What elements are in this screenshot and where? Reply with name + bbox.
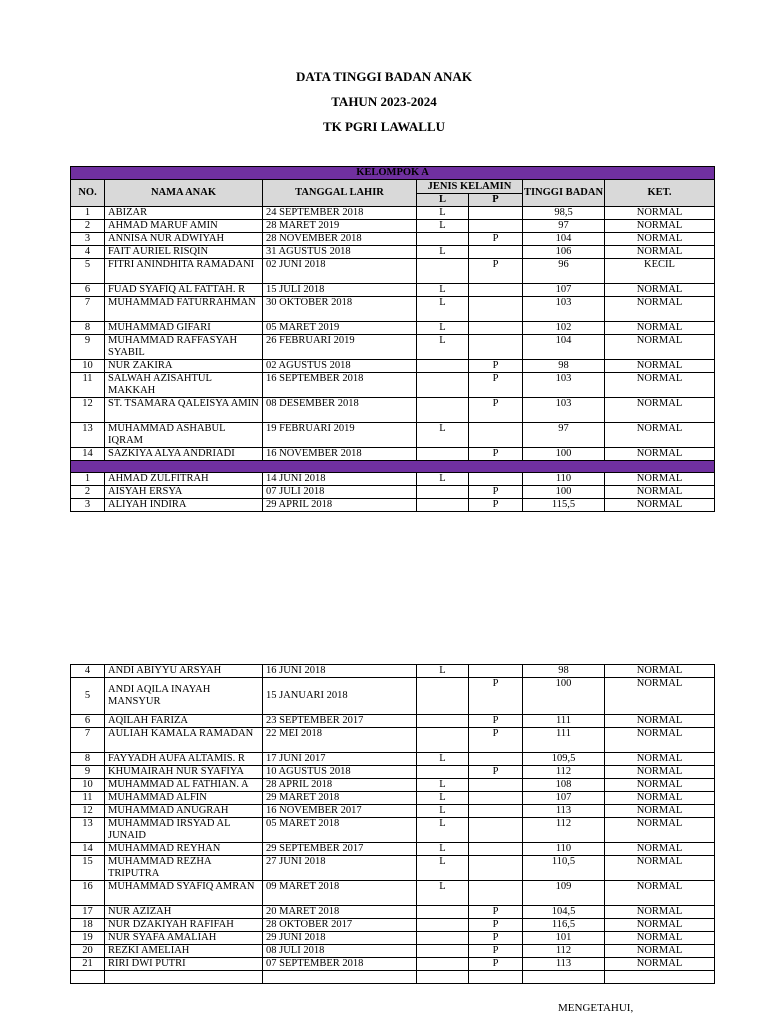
row-nama: MUHAMMAD ASHABUL IQRAM xyxy=(105,423,263,448)
table-row xyxy=(71,805,715,818)
row-p xyxy=(469,423,523,448)
row-p xyxy=(469,805,523,818)
table-row xyxy=(71,259,715,284)
table-row xyxy=(71,881,715,906)
row-ket: NORMAL xyxy=(605,448,715,461)
table-row xyxy=(71,335,715,360)
row-tanggal-lahir: 16 SEPTEMBER 2018 xyxy=(263,373,417,398)
row-ket: NORMAL xyxy=(605,398,715,423)
header-l: L xyxy=(417,194,469,207)
row-no: 15 xyxy=(71,856,105,881)
row-tinggi: 112 xyxy=(523,818,605,843)
row-ket: NORMAL xyxy=(605,473,715,486)
row-p xyxy=(469,284,523,297)
header-nama: NAMA ANAK xyxy=(105,180,263,207)
header-tanggal: TANGGAL LAHIR xyxy=(263,180,417,207)
row-tinggi: 104 xyxy=(523,233,605,246)
row-p xyxy=(469,322,523,335)
row-l xyxy=(417,486,469,499)
row-ket: NORMAL xyxy=(605,919,715,932)
row-no: 21 xyxy=(71,958,105,971)
row-no: 11 xyxy=(71,792,105,805)
table-row xyxy=(71,919,715,932)
row-tanggal-lahir: 28 MARET 2019 xyxy=(263,220,417,233)
row-ket: NORMAL xyxy=(605,665,715,678)
row-l xyxy=(417,233,469,246)
row-tinggi: 113 xyxy=(523,805,605,818)
row-p xyxy=(469,753,523,766)
row-tanggal-lahir: 29 APRIL 2018 xyxy=(263,499,417,512)
row-l: L xyxy=(417,881,469,906)
row-tinggi: 115,5 xyxy=(523,499,605,512)
row-tinggi: 107 xyxy=(523,284,605,297)
row-ket: NORMAL xyxy=(605,499,715,512)
row-tinggi: 108 xyxy=(523,779,605,792)
table-row xyxy=(71,856,715,881)
row-p: P xyxy=(469,486,523,499)
row-tanggal-lahir: 16 NOVEMBER 2018 xyxy=(263,448,417,461)
row-no: 20 xyxy=(71,945,105,958)
row-tinggi: 111 xyxy=(523,728,605,753)
row-nama: ANDI ABIYYU ARSYAH xyxy=(105,665,263,678)
table-row xyxy=(71,906,715,919)
row-no: 7 xyxy=(71,297,105,322)
row-tanggal-lahir: 16 NOVEMBER 2017 xyxy=(263,805,417,818)
row-ket: NORMAL xyxy=(605,246,715,259)
row-tinggi: 106 xyxy=(523,246,605,259)
row-nama: ANDI AQILA INAYAH MANSYUR xyxy=(105,678,263,715)
row-tinggi: 110,5 xyxy=(523,856,605,881)
row-tinggi: 103 xyxy=(523,373,605,398)
row-tanggal-lahir: 26 FEBRUARI 2019 xyxy=(263,335,417,360)
row-nama: ALIYAH INDIRA xyxy=(105,499,263,512)
row-l xyxy=(417,373,469,398)
table-row xyxy=(71,297,715,322)
row-tinggi: 110 xyxy=(523,473,605,486)
row-ket: NORMAL xyxy=(605,297,715,322)
table-row xyxy=(71,945,715,958)
row-l: L xyxy=(417,473,469,486)
row-tanggal-lahir: 28 NOVEMBER 2018 xyxy=(263,233,417,246)
row-ket: NORMAL xyxy=(605,715,715,728)
row-l xyxy=(417,945,469,958)
row-l: L xyxy=(417,792,469,805)
row-l xyxy=(417,906,469,919)
height-table-part-1 xyxy=(70,166,715,512)
header-tinggi: TINGGI BADAN xyxy=(523,180,605,207)
empty-row xyxy=(71,971,715,984)
row-p xyxy=(469,207,523,220)
row-tinggi: 104,5 xyxy=(523,906,605,919)
row-tanggal-lahir: 29 JUNI 2018 xyxy=(263,932,417,945)
row-l xyxy=(417,932,469,945)
row-l xyxy=(417,766,469,779)
row-nama: FUAD SYAFIQ AL FATTAH. R xyxy=(105,284,263,297)
group-b-band xyxy=(71,461,715,473)
row-no: 18 xyxy=(71,919,105,932)
row-nama: SAZKIYA ALYA ANDRIADI xyxy=(105,448,263,461)
row-ket: NORMAL xyxy=(605,818,715,843)
row-tinggi: 109 xyxy=(523,881,605,906)
row-tanggal-lahir: 19 FEBRUARI 2019 xyxy=(263,423,417,448)
row-nama: MUHAMMAD ANUGRAH xyxy=(105,805,263,818)
row-p xyxy=(469,843,523,856)
row-tanggal-lahir: 31 AGUSTUS 2018 xyxy=(263,246,417,259)
row-nama: AISYAH ERSYA xyxy=(105,486,263,499)
table-row xyxy=(71,678,715,715)
row-ket: NORMAL xyxy=(605,423,715,448)
row-ket: NORMAL xyxy=(605,958,715,971)
table-row xyxy=(71,766,715,779)
row-p xyxy=(469,881,523,906)
header-jenis-kelamin: JENIS KELAMIN xyxy=(417,180,523,194)
row-tanggal-lahir: 29 MARET 2018 xyxy=(263,792,417,805)
table-row xyxy=(71,423,715,448)
table-row xyxy=(71,958,715,971)
row-tanggal-lahir: 30 OKTOBER 2018 xyxy=(263,297,417,322)
height-table-part-2 xyxy=(70,664,715,984)
row-p xyxy=(469,335,523,360)
row-ket: KECIL xyxy=(605,259,715,284)
row-nama: MUHAMMAD REZHA TRIPUTRA xyxy=(105,856,263,881)
row-tinggi: 97 xyxy=(523,220,605,233)
row-no: 2 xyxy=(71,486,105,499)
row-p: P xyxy=(469,932,523,945)
row-l xyxy=(417,958,469,971)
row-ket: NORMAL xyxy=(605,792,715,805)
group-a-band xyxy=(71,167,715,180)
row-no: 16 xyxy=(71,881,105,906)
row-nama: MUHAMMAD GIFARI xyxy=(105,322,263,335)
row-nama: NUR ZAKIRA xyxy=(105,360,263,373)
row-no: 6 xyxy=(71,284,105,297)
row-no: 5 xyxy=(71,259,105,284)
row-nama: MUHAMMAD FATURRAHMAN xyxy=(105,297,263,322)
row-l: L xyxy=(417,856,469,881)
table-row xyxy=(71,715,715,728)
row-tanggal-lahir: 08 JULI 2018 xyxy=(263,945,417,958)
row-l: L xyxy=(417,779,469,792)
table-row xyxy=(71,360,715,373)
row-l: L xyxy=(417,805,469,818)
row-nama: AQILAH FARIZA xyxy=(105,715,263,728)
row-nama: RIRI DWI PUTRI xyxy=(105,958,263,971)
document-school: TK PGRI LAWALLU xyxy=(322,119,446,134)
row-l xyxy=(417,398,469,423)
group-a-label: KELOMPOK A xyxy=(71,167,715,180)
row-tinggi: 109,5 xyxy=(523,753,605,766)
table-row xyxy=(71,499,715,512)
row-p xyxy=(469,473,523,486)
row-no: 3 xyxy=(71,499,105,512)
row-tanggal-lahir: 15 JULI 2018 xyxy=(263,284,417,297)
row-no: 12 xyxy=(71,398,105,423)
row-p xyxy=(469,665,523,678)
row-p: P xyxy=(469,919,523,932)
table-row xyxy=(71,473,715,486)
row-p: P xyxy=(469,945,523,958)
row-l xyxy=(417,499,469,512)
row-l: L xyxy=(417,220,469,233)
row-nama: FITRI ANINDHITA RAMADANI xyxy=(105,259,263,284)
table-row xyxy=(71,207,715,220)
row-tinggi: 107 xyxy=(523,792,605,805)
row-ket: NORMAL xyxy=(605,779,715,792)
row-no: 11 xyxy=(71,373,105,398)
row-p xyxy=(469,220,523,233)
table-row xyxy=(71,486,715,499)
mengetahui-label: MENGETAHUI, xyxy=(558,1002,634,1014)
row-tanggal-lahir: 24 SEPTEMBER 2018 xyxy=(263,207,417,220)
row-l: L xyxy=(417,423,469,448)
row-no: 19 xyxy=(71,932,105,945)
row-tinggi: 103 xyxy=(523,398,605,423)
row-no: 13 xyxy=(71,818,105,843)
row-tinggi: 98,5 xyxy=(523,207,605,220)
row-l xyxy=(417,715,469,728)
row-no: 10 xyxy=(71,779,105,792)
row-tinggi: 113 xyxy=(523,958,605,971)
table-row xyxy=(71,220,715,233)
row-p: P xyxy=(469,499,523,512)
header-p: P xyxy=(469,194,523,207)
row-tinggi: 98 xyxy=(523,360,605,373)
row-p xyxy=(469,246,523,259)
table-row xyxy=(71,322,715,335)
row-p: P xyxy=(469,373,523,398)
row-ket: NORMAL xyxy=(605,881,715,906)
row-nama: MUHAMMAD ALFIN xyxy=(105,792,263,805)
row-p xyxy=(469,297,523,322)
row-ket: NORMAL xyxy=(605,284,715,297)
row-tanggal-lahir: 14 JUNI 2018 xyxy=(263,473,417,486)
row-no: 14 xyxy=(71,448,105,461)
document-title: DATA TINGGI BADAN ANAK xyxy=(296,69,472,84)
row-tanggal-lahir: 20 MARET 2018 xyxy=(263,906,417,919)
row-p: P xyxy=(469,398,523,423)
row-p: P xyxy=(469,715,523,728)
row-tinggi: 100 xyxy=(523,448,605,461)
row-tanggal-lahir: 02 JUNI 2018 xyxy=(263,259,417,284)
row-l: L xyxy=(417,246,469,259)
row-no: 1 xyxy=(71,473,105,486)
row-nama: AHMAD MARUF AMIN xyxy=(105,220,263,233)
table-row xyxy=(71,728,715,753)
row-p: P xyxy=(469,958,523,971)
row-l xyxy=(417,919,469,932)
row-no: 9 xyxy=(71,335,105,360)
row-tanggal-lahir: 08 DESEMBER 2018 xyxy=(263,398,417,423)
row-nama: REZKI AMELIAH xyxy=(105,945,263,958)
row-tanggal-lahir: 09 MARET 2018 xyxy=(263,881,417,906)
row-ket: NORMAL xyxy=(605,233,715,246)
row-no: 8 xyxy=(71,322,105,335)
row-l: L xyxy=(417,297,469,322)
row-tanggal-lahir: 27 JUNI 2018 xyxy=(263,856,417,881)
row-tanggal-lahir: 10 AGUSTUS 2018 xyxy=(263,766,417,779)
row-tinggi: 97 xyxy=(523,423,605,448)
row-tinggi: 100 xyxy=(523,678,605,715)
table-row xyxy=(71,779,715,792)
row-l xyxy=(417,360,469,373)
row-nama: MUHAMMAD RAFFASYAH SYABIL xyxy=(105,335,263,360)
row-ket: NORMAL xyxy=(605,207,715,220)
table-row xyxy=(71,398,715,423)
row-ket: NORMAL xyxy=(605,843,715,856)
row-nama: ABIZAR xyxy=(105,207,263,220)
row-ket: NORMAL xyxy=(605,360,715,373)
row-ket: NORMAL xyxy=(605,220,715,233)
row-no: 5 xyxy=(71,678,105,715)
row-tanggal-lahir: 16 JUNI 2018 xyxy=(263,665,417,678)
table-row xyxy=(71,665,715,678)
row-ket: NORMAL xyxy=(605,486,715,499)
row-tanggal-lahir: 05 MARET 2018 xyxy=(263,818,417,843)
row-nama: ANNISA NUR ADWIYAH xyxy=(105,233,263,246)
row-ket: NORMAL xyxy=(605,945,715,958)
row-tanggal-lahir: 07 SEPTEMBER 2018 xyxy=(263,958,417,971)
header-ket: KET. xyxy=(605,180,715,207)
table-row xyxy=(71,818,715,843)
row-ket: NORMAL xyxy=(605,906,715,919)
row-tinggi: 96 xyxy=(523,259,605,284)
row-nama: KHUMAIRAH NUR SYAFIYA xyxy=(105,766,263,779)
row-no: 8 xyxy=(71,753,105,766)
row-p: P xyxy=(469,233,523,246)
row-ket: NORMAL xyxy=(605,322,715,335)
row-tinggi: 101 xyxy=(523,932,605,945)
row-p: P xyxy=(469,360,523,373)
row-no: 7 xyxy=(71,728,105,753)
row-nama: MUHAMMAD AL FATHIAN. A xyxy=(105,779,263,792)
row-no: 17 xyxy=(71,906,105,919)
row-l xyxy=(417,259,469,284)
row-nama: AHMAD ZULFITRAH xyxy=(105,473,263,486)
row-l: L xyxy=(417,753,469,766)
row-ket: NORMAL xyxy=(605,728,715,753)
table-row xyxy=(71,284,715,297)
row-tinggi: 116,5 xyxy=(523,919,605,932)
row-ket: NORMAL xyxy=(605,753,715,766)
row-tinggi: 110 xyxy=(523,843,605,856)
row-p xyxy=(469,856,523,881)
table-row xyxy=(71,753,715,766)
row-l: L xyxy=(417,335,469,360)
row-ket: NORMAL xyxy=(605,678,715,715)
row-no: 4 xyxy=(71,246,105,259)
table-row xyxy=(71,373,715,398)
row-l xyxy=(417,678,469,715)
row-tinggi: 102 xyxy=(523,322,605,335)
row-nama: MUHAMMAD IRSYAD AL JUNAID xyxy=(105,818,263,843)
row-no: 3 xyxy=(71,233,105,246)
row-tinggi: 112 xyxy=(523,766,605,779)
row-tanggal-lahir: 28 APRIL 2018 xyxy=(263,779,417,792)
row-no: 9 xyxy=(71,766,105,779)
row-tanggal-lahir: 02 AGUSTUS 2018 xyxy=(263,360,417,373)
row-tanggal-lahir: 05 MARET 2019 xyxy=(263,322,417,335)
row-p: P xyxy=(469,448,523,461)
row-p xyxy=(469,779,523,792)
row-ket: NORMAL xyxy=(605,805,715,818)
row-l xyxy=(417,728,469,753)
row-nama: MUHAMMAD REYHAN xyxy=(105,843,263,856)
row-l: L xyxy=(417,207,469,220)
table-row xyxy=(71,932,715,945)
row-nama: FAYYADH AUFA ALTAMIS. R xyxy=(105,753,263,766)
row-tinggi: 111 xyxy=(523,715,605,728)
row-ket: NORMAL xyxy=(605,373,715,398)
row-p: P xyxy=(469,766,523,779)
row-l: L xyxy=(417,322,469,335)
table-row xyxy=(71,448,715,461)
row-ket: NORMAL xyxy=(605,932,715,945)
row-no: 10 xyxy=(71,360,105,373)
row-no: 4 xyxy=(71,665,105,678)
row-tanggal-lahir: 17 JUNI 2017 xyxy=(263,753,417,766)
row-l: L xyxy=(417,818,469,843)
row-tinggi: 103 xyxy=(523,297,605,322)
row-no: 13 xyxy=(71,423,105,448)
row-tinggi: 100 xyxy=(523,486,605,499)
row-nama: NUR AZIZAH xyxy=(105,906,263,919)
row-tinggi: 98 xyxy=(523,665,605,678)
table-row xyxy=(71,792,715,805)
row-tanggal-lahir: 28 OKTOBER 2017 xyxy=(263,919,417,932)
row-nama: AULIAH KAMALA RAMADAN xyxy=(105,728,263,753)
table-row xyxy=(71,233,715,246)
row-ket: NORMAL xyxy=(605,335,715,360)
row-tanggal-lahir: 07 JULI 2018 xyxy=(263,486,417,499)
row-tanggal-lahir: 22 MEI 2018 xyxy=(263,728,417,753)
row-p: P xyxy=(469,678,523,715)
row-no: 12 xyxy=(71,805,105,818)
row-ket: NORMAL xyxy=(605,766,715,779)
table-row xyxy=(71,246,715,259)
row-nama: FAIT AURIEL RISQIN xyxy=(105,246,263,259)
row-no: 6 xyxy=(71,715,105,728)
row-l: L xyxy=(417,843,469,856)
row-tanggal-lahir: 23 SEPTEMBER 2017 xyxy=(263,715,417,728)
row-tanggal-lahir: 29 SEPTEMBER 2017 xyxy=(263,843,417,856)
row-l: L xyxy=(417,284,469,297)
row-p xyxy=(469,818,523,843)
row-p xyxy=(469,792,523,805)
header-no: NO. xyxy=(71,180,105,207)
row-nama: NUR DZAKIYAH RAFIFAH xyxy=(105,919,263,932)
row-nama: MUHAMMAD SYAFIQ AMRAN xyxy=(105,881,263,906)
row-p: P xyxy=(469,259,523,284)
row-p: P xyxy=(469,728,523,753)
document-year: TAHUN 2023-2024 xyxy=(331,94,437,109)
row-l xyxy=(417,448,469,461)
row-tanggal-lahir: 15 JANUARI 2018 xyxy=(263,678,417,715)
row-p: P xyxy=(469,906,523,919)
row-tinggi: 104 xyxy=(523,335,605,360)
row-tinggi: 112 xyxy=(523,945,605,958)
row-no: 1 xyxy=(71,207,105,220)
row-no: 2 xyxy=(71,220,105,233)
row-nama: ST. TSAMARA QALEISYA AMIN xyxy=(105,398,263,423)
row-l: L xyxy=(417,665,469,678)
row-ket: NORMAL xyxy=(605,856,715,881)
table-row xyxy=(71,843,715,856)
row-nama: SALWAH AZISAHTUL MAKKAH xyxy=(105,373,263,398)
row-no: 14 xyxy=(71,843,105,856)
row-nama: NUR SYAFA AMALIAH xyxy=(105,932,263,945)
